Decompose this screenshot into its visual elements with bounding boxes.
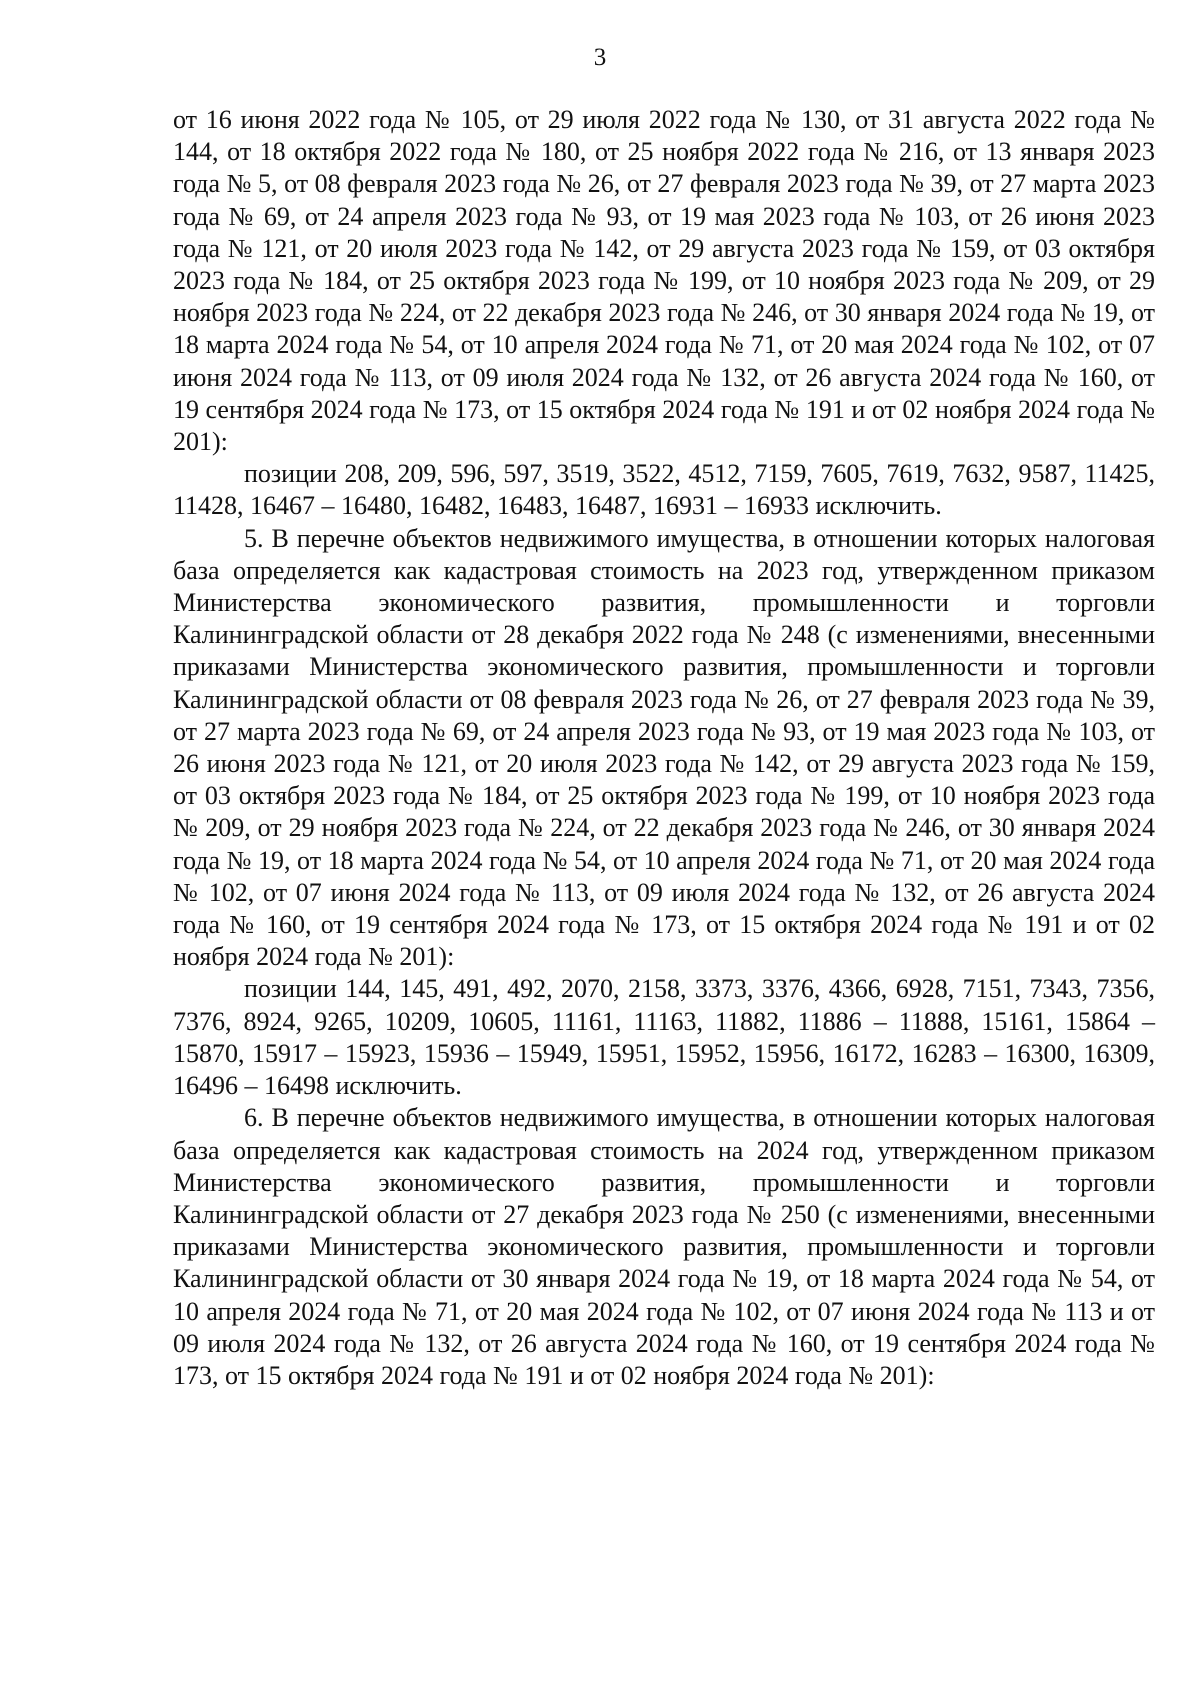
paragraph-item-5: 5. В перечне объектов недвижимого имущества, в отношении которых налоговая база определяется как кадастровая стоимость на 2023 год, утвержденном приказом Министерства экономического развития, промышленности и торговли Калининградской области от 28 декабря 2022 года № 248 (с изменениями, внесенными приказами Министерства экономического развития, промышленности и торговли Калининградской области от 08 февраля 2023 года № 26, от 27 февраля 2023 года № 39, от 27 марта 2023 года № 69, от 24 апреля 2023 года № 93, от 19 мая 2023 года № 103, от 26 июня 2023 года № 121, от 20 июля 2023 года № 142, от 29 августа 2023 года № 159, от 03 октября 2023 года № 184, от 25 октября 2023 года № 199, от 10 ноября 2023 года № 209, от 29 ноября 2023 года № 224, от 22 декабря 2023 года № 246, от 30 января 2024 года № 19, от 18 марта 2024 года № 54, от 10 апреля 2024 года № 71, от 20 мая 2024 года № 102, от 07 июня 2024 года № 113, от 09 июля 2024 года № 132, от 26 августа 2024 года № 160, от 19 сентября 2024 года № 173, от 15 октября 2024 года № 191 и от 02 ноября 2024 года № 201): [173, 523, 1155, 972]
document-body [173, 104, 1155, 1392]
paragraph-item-6: 6. В перечне объектов недвижимого имущества, в отношении которых налоговая база определяется как кадастровая стоимость на 2024 год, утвержденном приказом Министерства экономического развития, промышленности и торговли Калининградской области от 27 декабря 2023 года № 250 (с изменениями, внесенными приказами Министерства экономического развития, промышленности и торговли Калининградской области от 30 января 2024 года № 19, от 18 марта 2024 года № 54, от 10 апреля 2024 года № 71, от 20 мая 2024 года № 102, от 07 июня 2024 года № 113 и от 09 июля 2024 года № 132, от 26 августа 2024 года № 160, от 19 сентября 2024 года № 173, от 15 октября 2024 года № 191 и от 02 ноября 2024 года № 201): [173, 1103, 1155, 1390]
paragraph-positions-exclude-1: позиции 208, 209, 596, 597, 3519, 3522, 4512, 7159, 7605, 7619, 7632, 9587, 11425, 11428, 16467 – 16480, 16482, 16483, 16487, 16931 – 16933 исключить. [173, 459, 1155, 521]
paragraph-amendments-list: от 16 июня 2022 года № 105, от 29 июля 2022 года № 130, от 31 августа 2022 года № 144, от 18 октября 2022 года № 180, от 25 ноября 2022 года № 216, от 13 января 2023 года № 5, от 08 февраля 2023 года № 26, от 27 февраля 2023 года № 39, от 27 марта 2023 года № 69, от 24 апреля 2023 года № 93, от 19 мая 2023 года № 103, от 26 июня 2023 года № 121, от 20 июля 2023 года № 142, от 29 августа 2023 года № 159, от 03 октября 2023 года № 184, от 25 октября 2023 года № 199, от 10 ноября 2023 года № 209, от 29 ноября 2023 года № 224, от 22 декабря 2023 года № 246, от 30 января 2024 года № 19, от 18 марта 2024 года № 54, от 10 апреля 2024 года № 71, от 20 мая 2024 года № 102, от 07 июня 2024 года № 113, от 09 июля 2024 года № 132, от 26 августа 2024 года № 160, от 19 сентября 2024 года № 173, от 15 октября 2024 года № 191 и от 02 ноября 2024 года № 201): [173, 105, 1155, 457]
page-number: 3 [593, 44, 607, 71]
paragraph-positions-exclude-2: позиции 144, 145, 491, 492, 2070, 2158, 3373, 3376, 4366, 6928, 7151, 7343, 7356, 7376, 8924, 9265, 10209, 10605, 11161, 11163, 11882, 11886 – 11888, 15161, 15864 – 15870, 15917 – 15923, 15936 – 15949, 15951, 15952, 15956, 16172, 16283 – 16300, 16309, 16496 – 16498 исключить. [173, 974, 1155, 1101]
